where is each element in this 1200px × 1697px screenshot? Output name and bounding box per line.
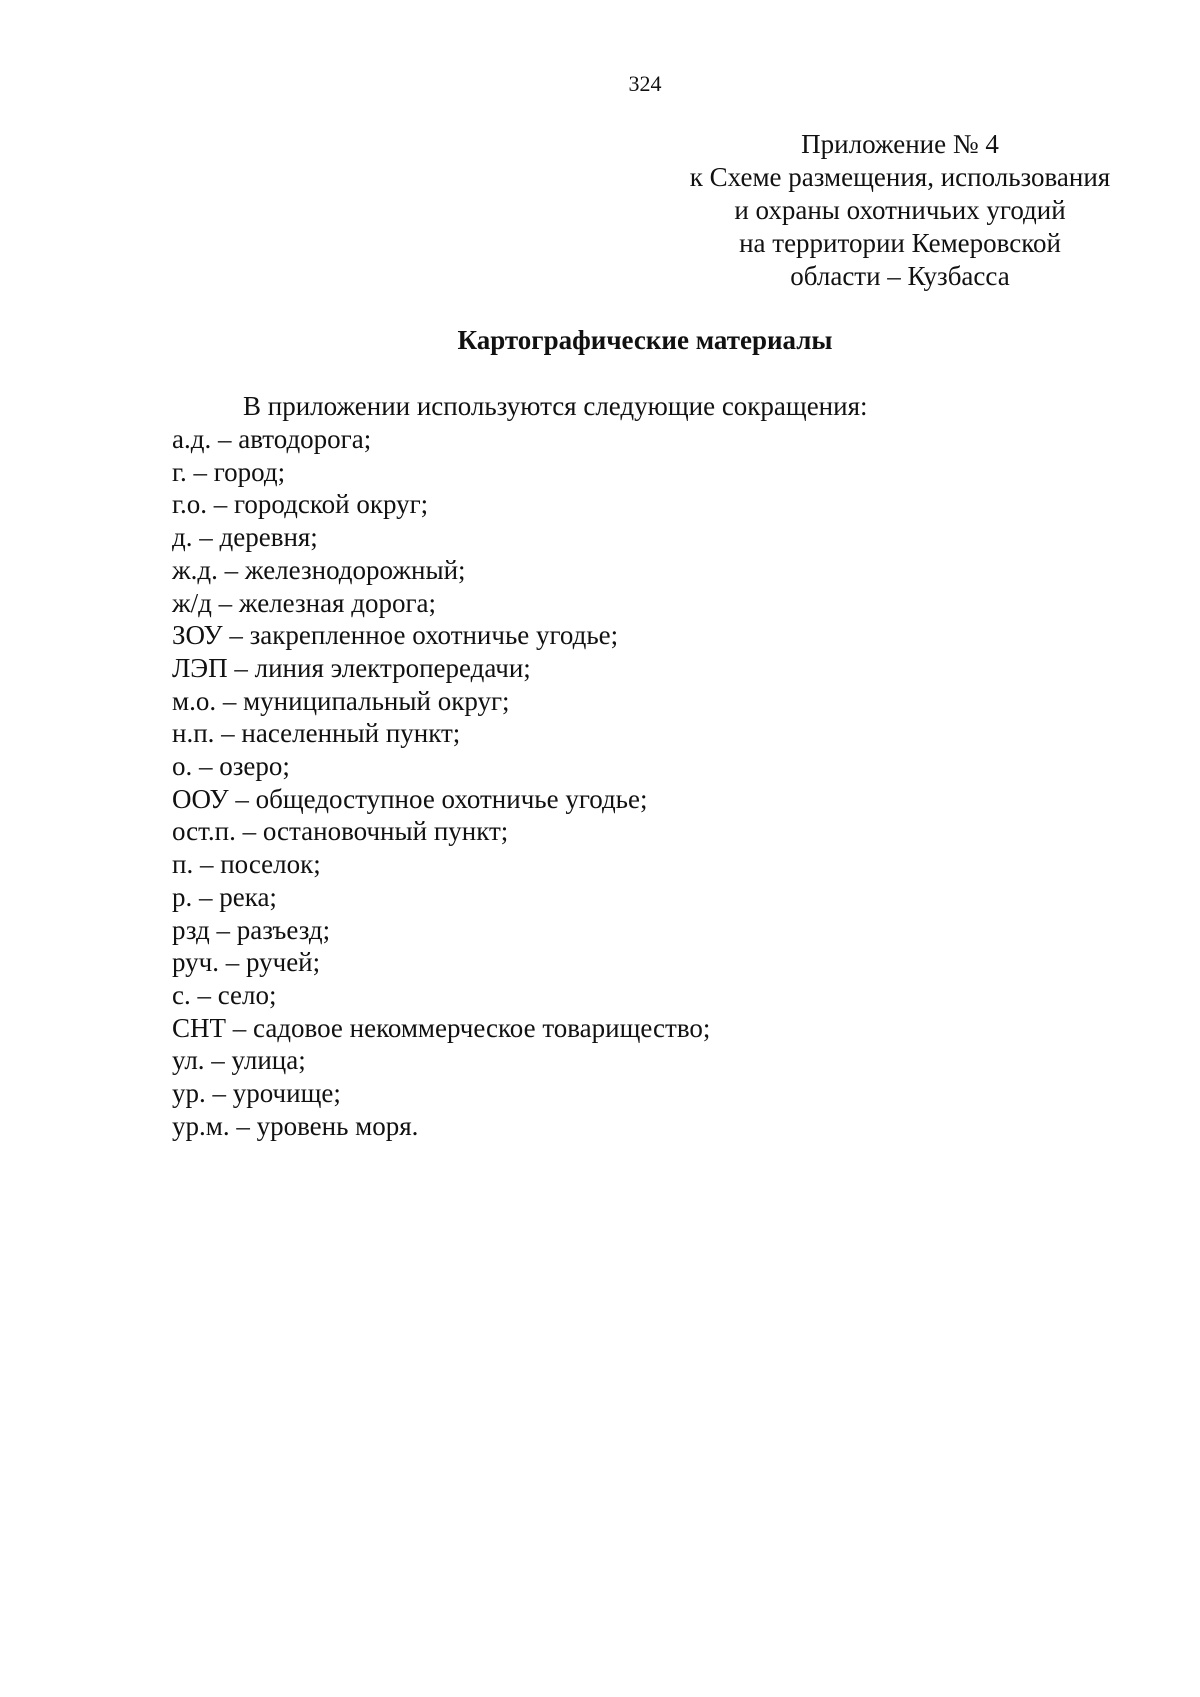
abbreviation-item: ж.д. – железнодорожный; [172,554,466,585]
appendix-line: и охраны охотничьих угодий [734,195,1066,225]
appendix-line: на территории Кемеровской [739,228,1061,258]
abbreviation-item: ост.п. – остановочный пункт; [172,816,509,847]
abbreviation-item: ул. – улица; [172,1045,306,1076]
abbreviation-item: ЗОУ – закрепленное охотничье угодье; [172,620,619,651]
abbreviation-item: ООУ – общедоступное охотничье угодье; [172,783,648,814]
document-title: Картографические материалы [457,325,833,355]
appendix-line: к Схеме размещения, использования [689,162,1111,192]
abbreviation-item: н.п. – населенный пункт; [172,718,461,749]
abbreviation-item: ЛЭП – линия электропередачи; [172,652,531,683]
abbreviation-item: о. – озеро; [172,751,290,782]
abbreviation-item: р. – река; [172,881,277,912]
appendix-line: Приложение № 4 [801,129,999,159]
abbreviation-item: м.о. – муниципальный округ; [172,685,510,716]
abbreviation-item: ур. – урочище; [172,1078,341,1109]
abbreviation-item: СНТ – садовое некоммерческое товарищество; [172,1012,711,1043]
intro-paragraph: В приложении используются следующие сокращения: [243,391,868,421]
abbreviation-item: д. – деревня; [172,522,318,553]
abbreviation-item: ур.м. – уровень моря. [172,1110,419,1141]
abbreviation-item: рзд – разъезд; [172,914,331,945]
abbreviation-item: г.о. – городской округ; [172,489,429,520]
abbreviation-item: п. – поселок; [172,849,321,880]
page-number: 324 [628,71,662,96]
appendix-header [640,128,1160,293]
abbreviation-item: ж/д – железная дорога; [172,587,437,618]
abbreviation-item: с. – село; [172,979,277,1010]
abbreviation-list [172,423,710,1142]
abbreviation-item: руч. – ручей; [172,947,321,978]
appendix-line: области – Кузбасса [790,261,1010,291]
abbreviation-item: а.д. – автодорога; [172,424,372,454]
abbreviation-item: г. – город; [172,456,286,487]
